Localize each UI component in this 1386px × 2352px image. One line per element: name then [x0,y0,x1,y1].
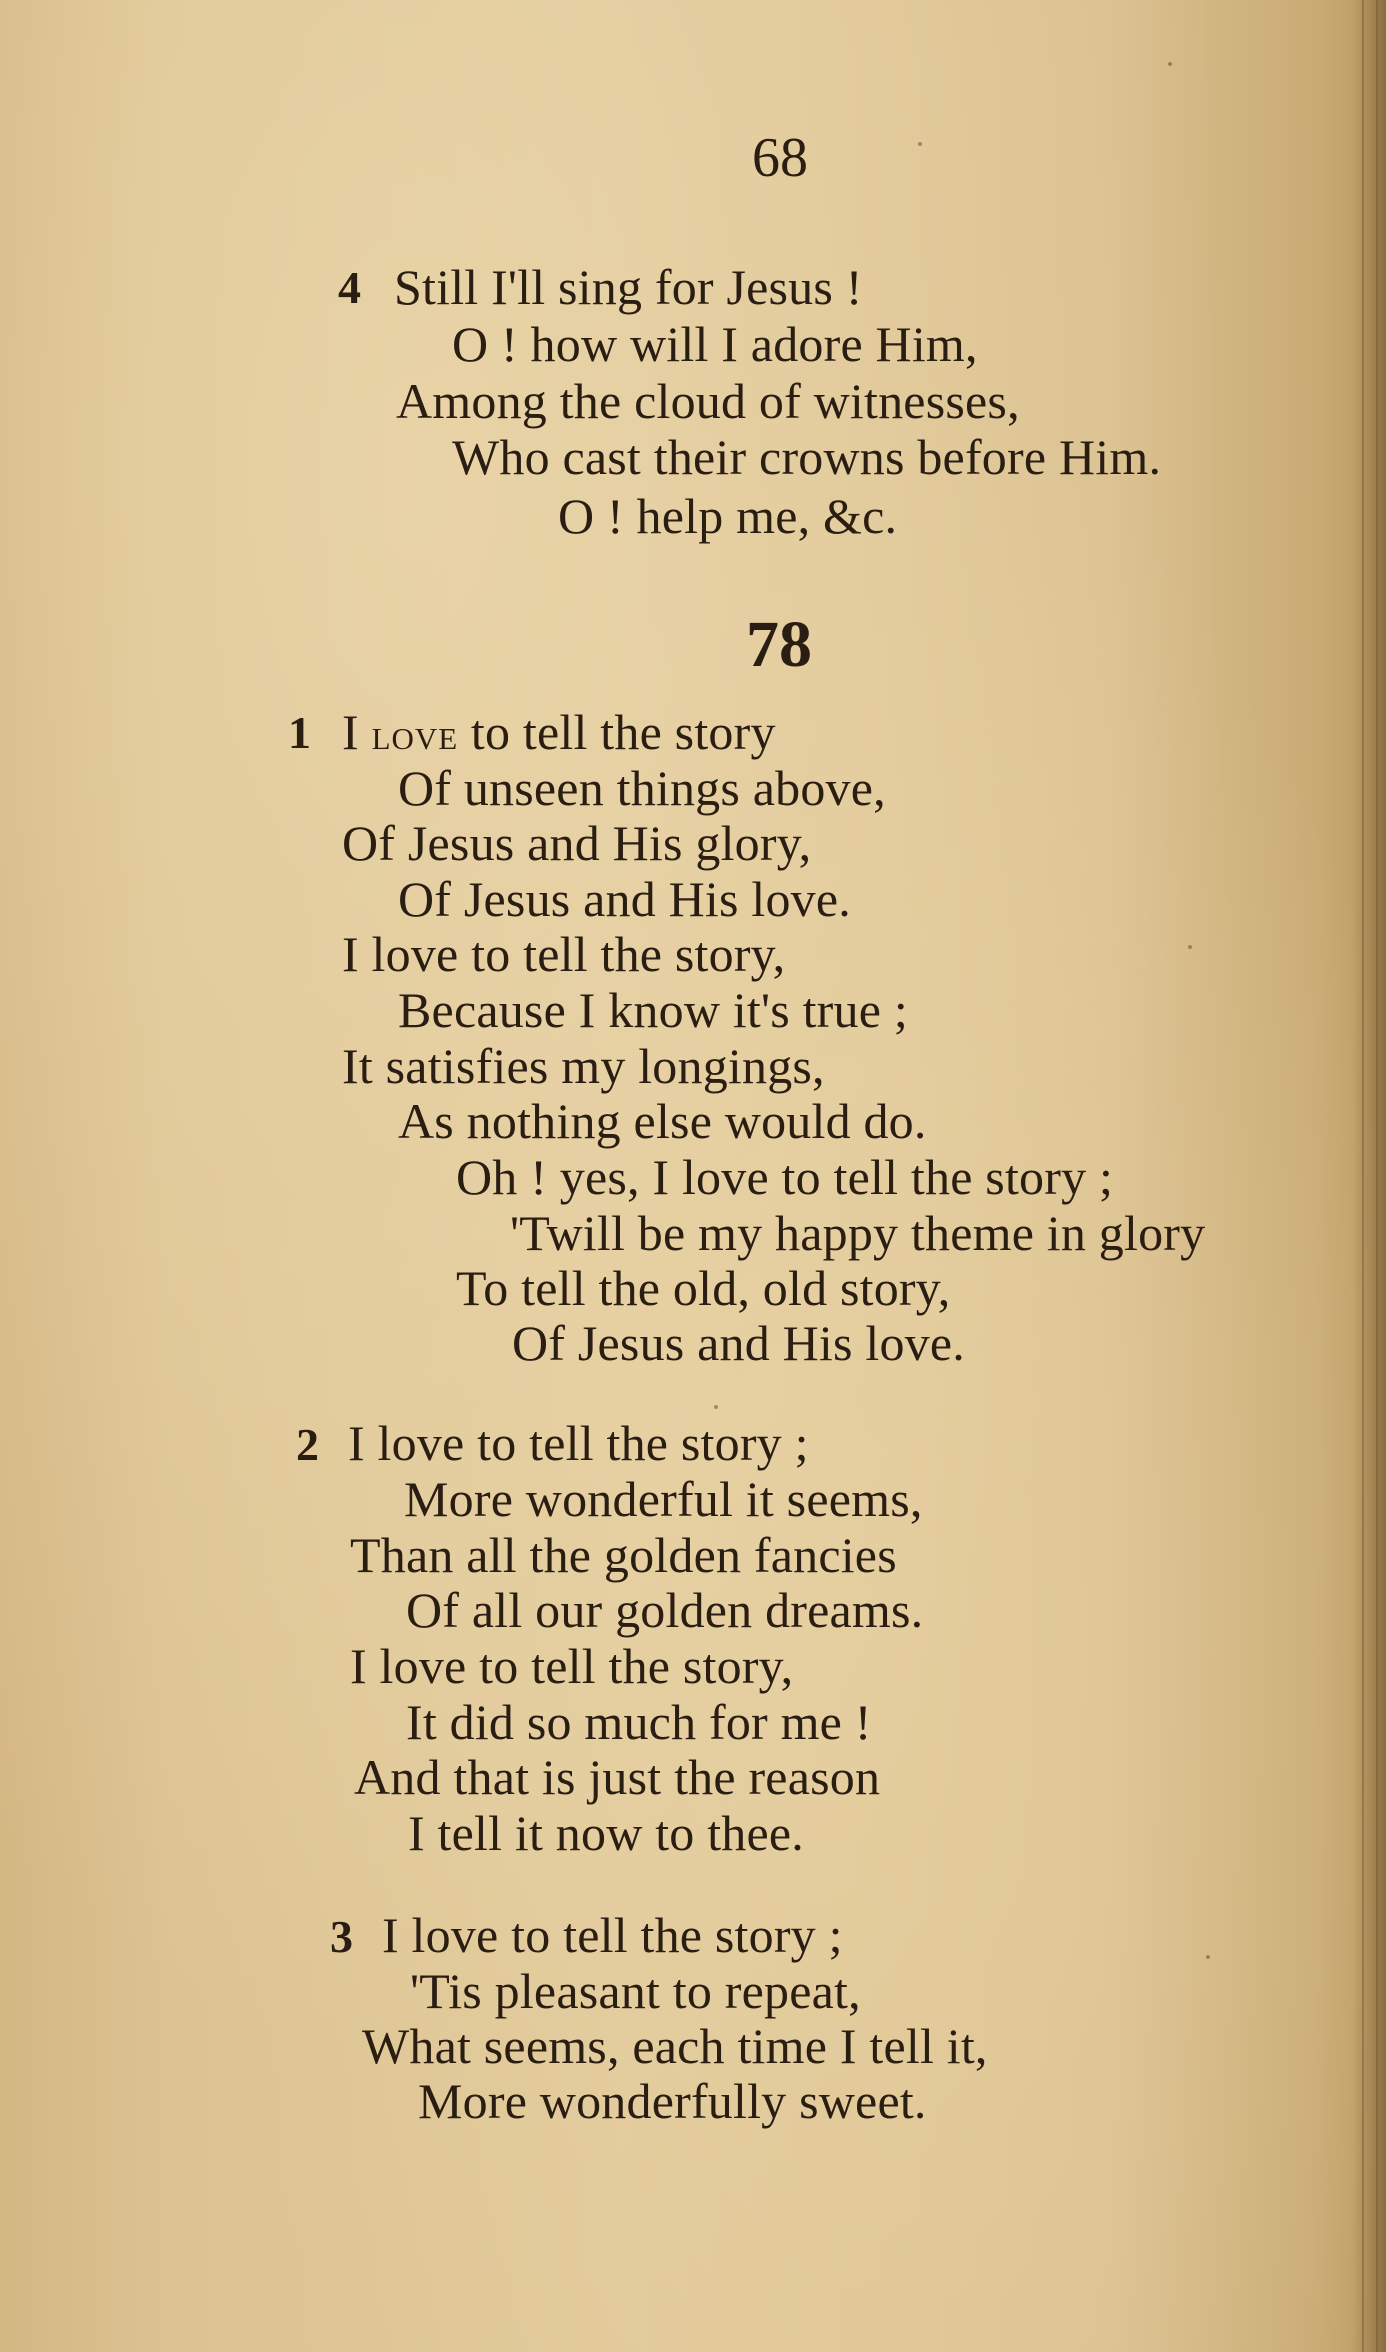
verse-line: And that is just the reason [354,1749,881,1805]
page-edge-shadow [1352,0,1386,2352]
verse-line: Because I know it's true ; [398,982,908,1038]
verse-line: It did so much for me ! [406,1694,872,1750]
refrain-line: O ! help me, &c. [558,488,898,544]
paper-speck [1188,945,1192,949]
verse-line: It satisfies my longings, [342,1038,825,1094]
page-number: 68 [752,127,808,189]
verse-line: Among the cloud of witnesses, [396,373,1020,429]
verse-line: More wonderful it seems, [404,1471,923,1527]
verse-line: Of Jesus and His love. [398,871,851,927]
verse-line: What seems, each time I tell it, [362,2018,988,2074]
verse-line: Of Jesus and His glory, [342,815,812,871]
verse-line: Of all our golden dreams. [406,1582,924,1638]
verse-line: Of unseen things above, [398,760,886,816]
paper-speck [1206,1955,1210,1959]
verse-line: Than all the golden fancies [350,1527,897,1583]
hymn-number: 78 [746,608,812,681]
chorus-line: Of Jesus and His love. [512,1315,965,1371]
page-edge-line [1362,0,1364,2352]
verse-line: O ! how will I adore Him, [452,316,978,372]
chorus-line: 'Twill be my happy theme in glory [510,1205,1206,1261]
page-edge-line [1376,0,1378,2352]
verse-number: 1 [288,707,311,758]
verse-line: Still I'll sing for Jesus ! [394,259,863,315]
chorus-line: Oh ! yes, I love to tell the story ; [456,1149,1114,1205]
paper-speck [1168,62,1172,66]
verse-number: 3 [330,1911,353,1962]
verse-line: I tell it now to thee. [408,1805,804,1861]
paper-speck [714,1405,718,1409]
paper-speck [918,142,922,146]
verse-number: 2 [296,1419,319,1470]
chorus-line: To tell the old, old story, [456,1260,951,1316]
verse-line: I love to tell the story, [350,1638,794,1694]
verse-line: I love to tell the story, [342,926,786,982]
verse-line: I love to tell the story [342,704,776,760]
verse-line: More wonderfully sweet. [418,2073,927,2129]
verse-line: I love to tell the story ; [382,1907,843,1963]
verse-line: I love to tell the story ; [348,1415,809,1471]
verse-line: Who cast their crowns before Him. [452,429,1162,485]
verse-line: 'Tis pleasant to repeat, [410,1963,861,2019]
verse-line: As nothing else would do. [398,1093,927,1149]
verse-number: 4 [338,262,361,313]
